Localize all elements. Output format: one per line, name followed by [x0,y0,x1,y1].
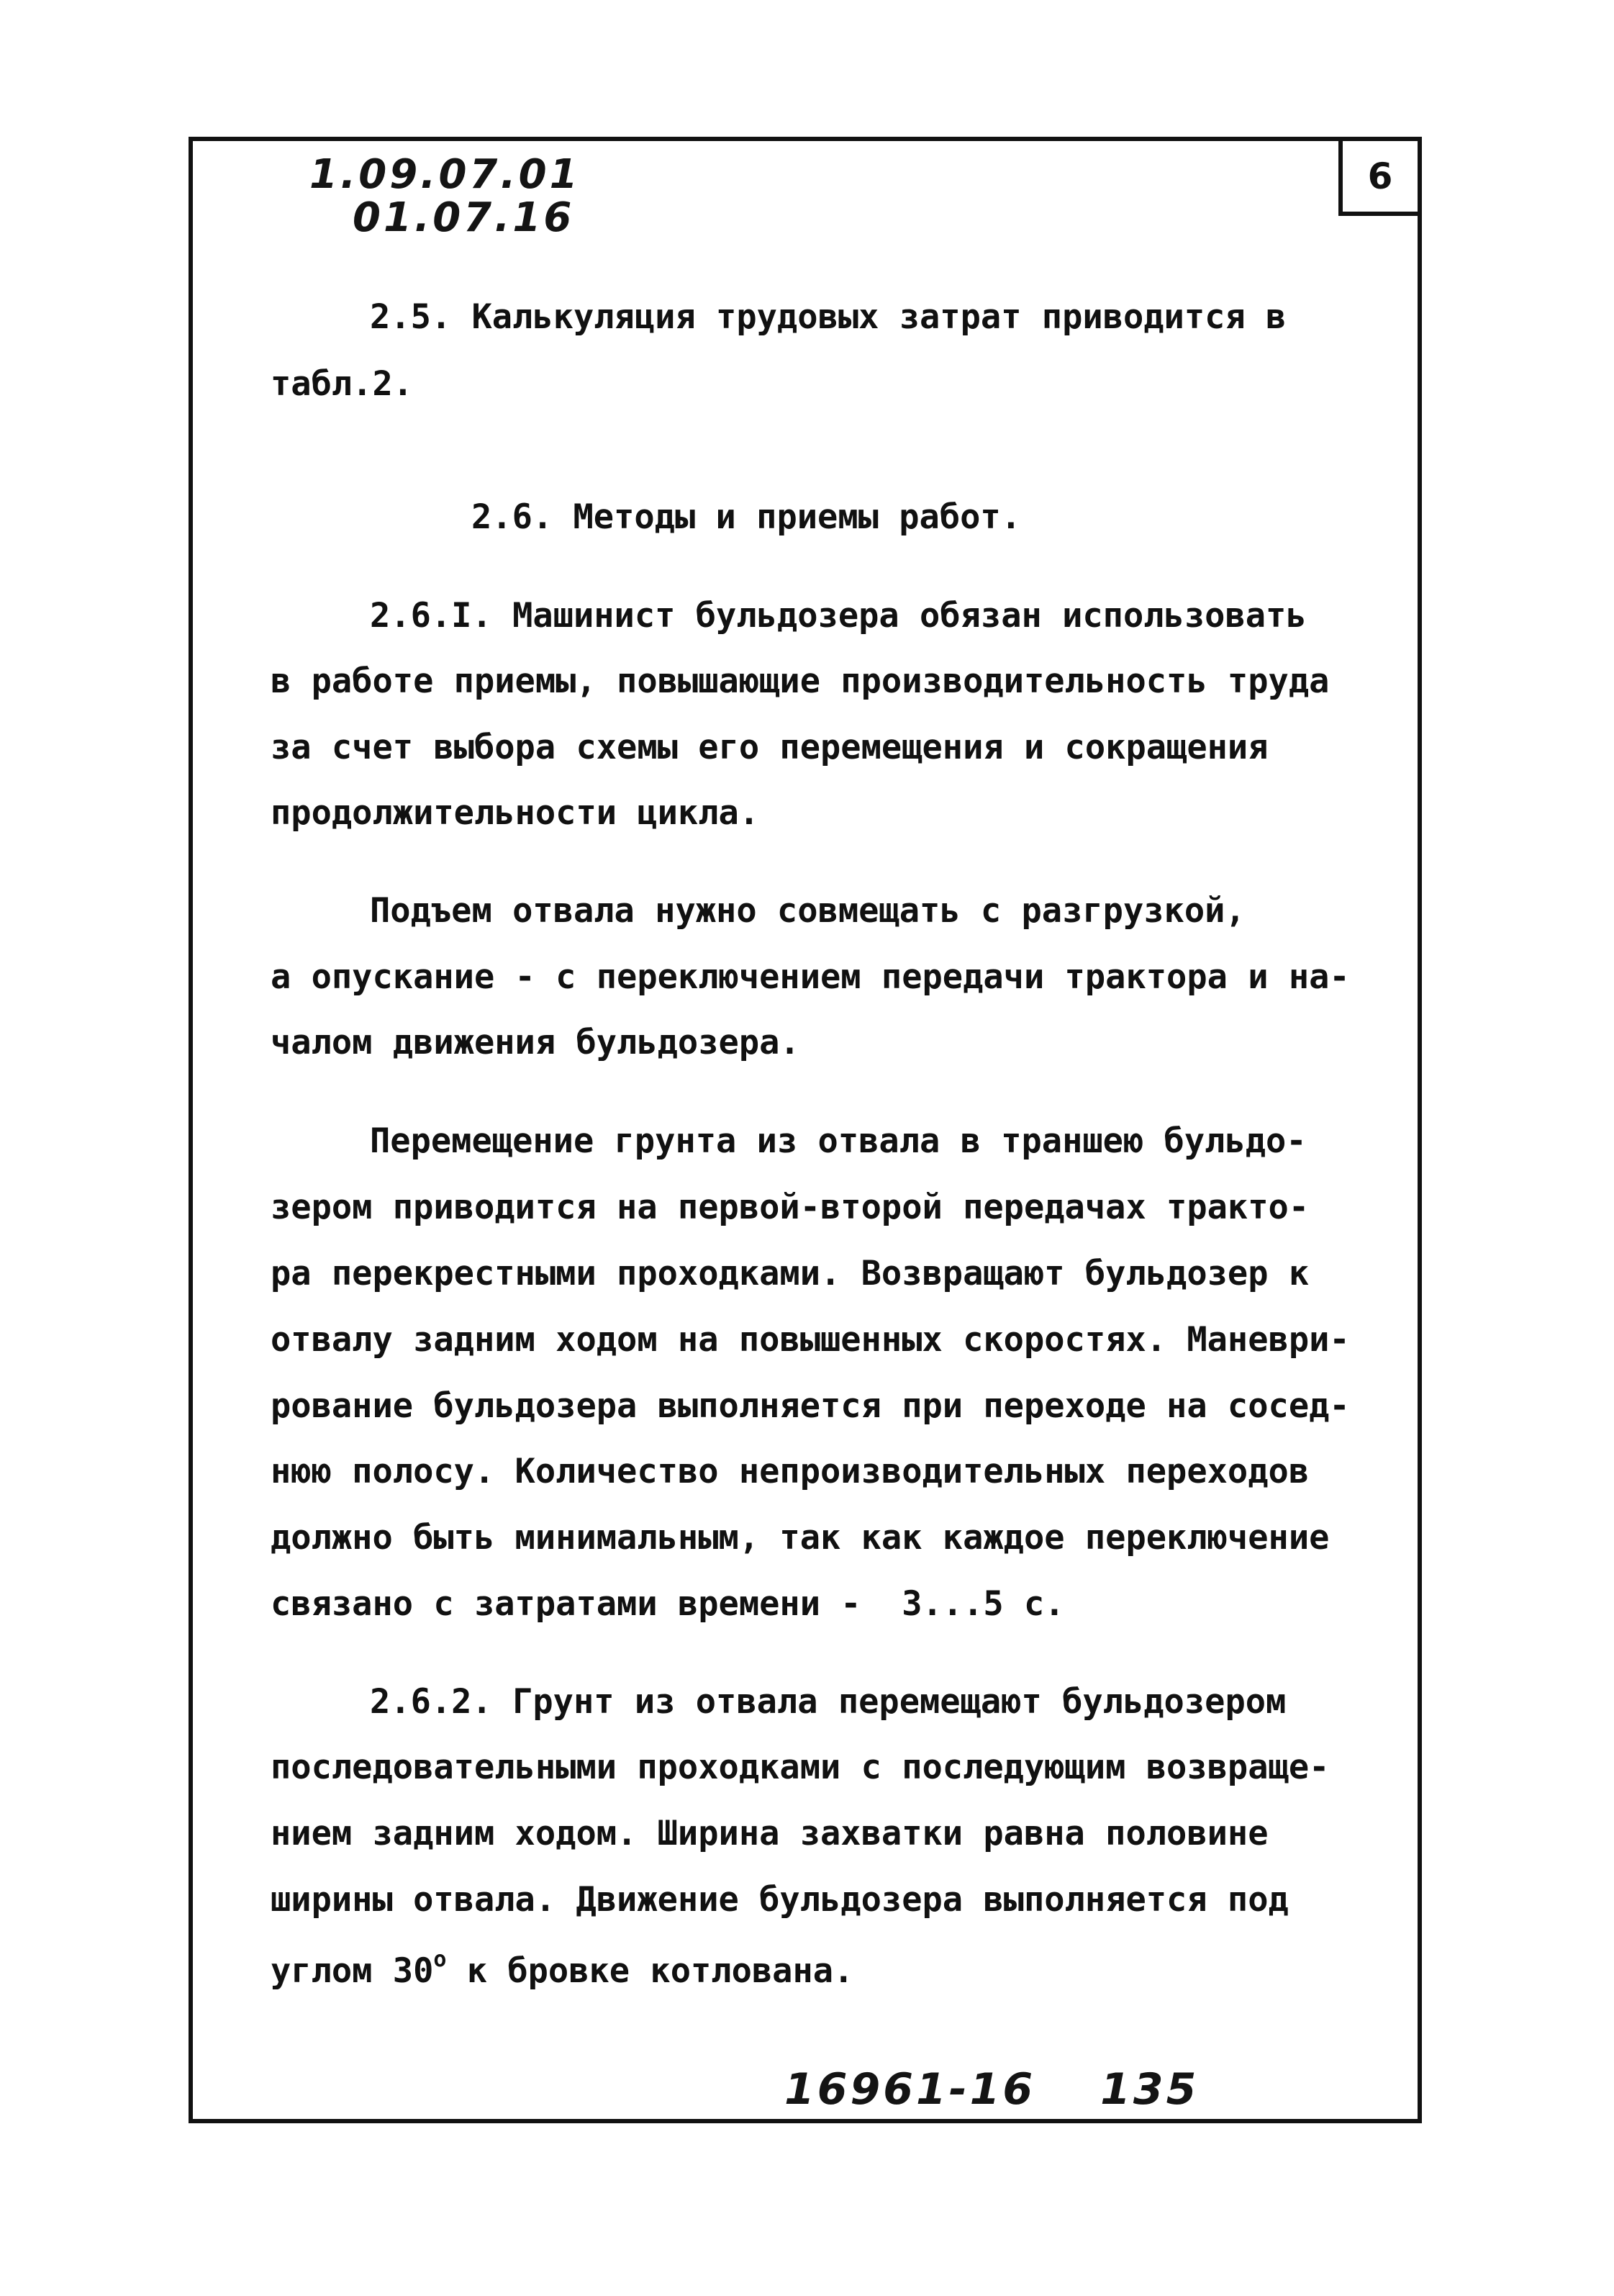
degree-sign: о [433,1947,447,1972]
page-number-box [1338,141,1418,216]
angle-text-end: к бровке котлована. [446,1951,854,1991]
paragraph-lift-line: чалом движения бульдозера. [271,1023,800,1062]
paragraph-move-line: ра перекрестными проходками. Возвращают бульдозер к [271,1254,1310,1293]
paragraph-move-line: Перемещение грунта из отвала в траншею бульдо- [370,1121,1307,1161]
paragraph-move-line: нюю полосу. Количество непроизводительных переходов [271,1452,1310,1491]
section-2-6-2-line: нием задним ходом. Ширина захватки равна половине [271,1814,1269,1853]
paragraph-move-line: отвалу задним ходом на повышенных скоростях. Маневри- [271,1320,1350,1360]
paragraph-lift-line: Подъем отвала нужно совмещать с разгрузкой, [370,891,1246,931]
paragraph-move-line: связано с затратами времени - 3...5 с. [271,1584,1065,1624]
footer-handwritten [784,2064,1199,2115]
section-2-6-1-line: за счет выбора схемы его перемещения и сокращения [271,728,1269,767]
doc-number: 16961-16 [784,2064,1036,2115]
section-2-5-line2: табл.2. [271,364,414,404]
paragraph-move-line: должно быть минимальным, так как каждое переключение [271,1518,1330,1558]
sheet-number: 135 [1100,2064,1200,2115]
paragraph-lift-line: а опускание - с переключением передачи трактора и на- [271,957,1350,997]
section-2-6-1-line: 2.6.I. Машинист бульдозера обязан использовать [370,596,1307,636]
section-2-6-2-line: последовательными проходками с последующим возвраще- [271,1748,1330,1787]
section-2-6-2-last-line [271,1947,854,1991]
paragraph-move-line: рование бульдозера выполняется при переходе на сосед- [271,1386,1350,1426]
section-2-6-2-line: 2.6.2. Грунт из отвала перемещают бульдозером [370,1682,1287,1722]
paragraph-move-line: зером приводится на первой-второй передачах тракто- [271,1188,1310,1227]
section-2-5-line1: 2.5. Калькуляция трудовых затрат приводится в [370,297,1287,337]
section-2-6-2-line: ширины отвала. Движение бульдозера выполняется под [271,1880,1289,1920]
angle-text: углом 30 [271,1951,434,1991]
page-number: 6 [1367,155,1393,197]
section-2-6-title: 2.6. Методы и приемы работ. [471,497,1022,537]
handwritten-code-line2: 01.07.16 [353,194,575,241]
section-2-6-1-line: продолжительности цикла. [271,793,760,833]
section-2-6-1-line: в работе приемы, повышающие производительность труда [271,661,1330,701]
handwritten-code-line1: 1.09.07.01 [309,151,581,198]
